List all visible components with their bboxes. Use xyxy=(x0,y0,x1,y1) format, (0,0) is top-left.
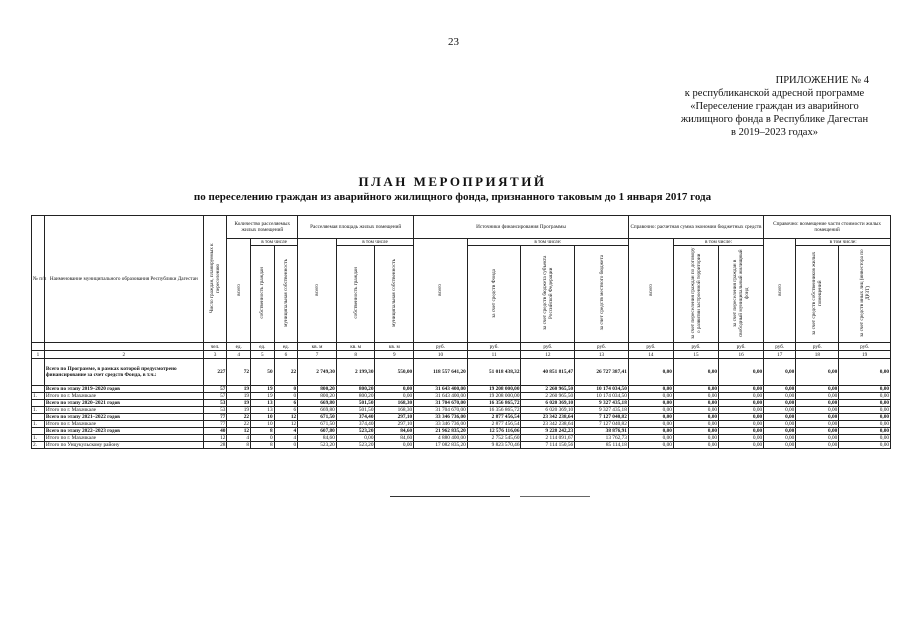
row-value: 2 260 965,50 xyxy=(521,386,575,393)
row-value: 0,00 xyxy=(628,407,673,414)
row-value: 13 xyxy=(250,407,274,414)
row-value: 0,00 xyxy=(673,407,718,414)
table-row xyxy=(32,442,891,449)
row-value: 0,00 xyxy=(796,421,839,428)
table-row xyxy=(32,393,891,400)
row-value: 31 704 670,00 xyxy=(414,407,468,414)
row-value: 53 xyxy=(203,407,227,414)
row-value: 523,20 xyxy=(336,442,375,449)
row-value: 40 851 815,47 xyxy=(521,359,575,386)
plan-subtitle: по переселению граждан из аварийного жилищного фонда, признанного таковым до 1 января 2017 года xyxy=(193,191,712,203)
row-value: 0,00 xyxy=(839,359,891,386)
row-value: 19 xyxy=(227,400,251,407)
row-value: 0,00 xyxy=(796,359,839,386)
row-value: 0,00 xyxy=(839,386,891,393)
header-fin-including: в том числе: xyxy=(467,239,628,246)
row-value: 800,20 xyxy=(298,393,337,400)
row-value: 0,00 xyxy=(628,414,673,421)
row-name: Всего по Программе, в рамках которой предусмотрено финансирование за счет средств Фонда, в т.ч.: xyxy=(44,359,203,386)
row-number xyxy=(32,414,45,421)
row-value: 0,00 xyxy=(796,442,839,449)
row-value: 22 xyxy=(227,414,251,421)
row-value: 0,00 xyxy=(628,359,673,386)
row-value: 8 xyxy=(227,442,251,449)
row-value: 0,00 xyxy=(839,428,891,435)
row-value: 523,20 xyxy=(298,442,337,449)
row-value: 501,50 xyxy=(336,400,375,407)
row-value: 0,00 xyxy=(336,435,375,442)
col-number: 7 xyxy=(298,351,337,359)
row-value: 53 xyxy=(203,400,227,407)
row-value: 0,00 xyxy=(628,386,673,393)
row-value: 84,60 xyxy=(375,428,414,435)
row-value: 9 823 570,46 xyxy=(467,442,521,449)
header-financing-group: Источники финансирования Программы xyxy=(414,216,629,239)
header-area-including: в том числе xyxy=(336,239,413,246)
row-value: 23 342 238,64 xyxy=(521,414,575,421)
table-body xyxy=(32,359,891,449)
header-econ-free-fund: за счет переселения граждан в свободный муниципальный жилищный фонд xyxy=(719,246,764,343)
header-comp-including: в том числе: xyxy=(796,239,891,246)
row-value: 22 xyxy=(227,421,251,428)
table-row xyxy=(32,435,891,442)
row-value: 2 752 545,60 xyxy=(467,435,521,442)
row-value: 16 356 865,72 xyxy=(467,400,521,407)
row-value: 2 114 091,67 xyxy=(521,435,575,442)
unit-cell: ед. xyxy=(227,343,251,351)
row-value: 9 327 435,18 xyxy=(575,407,629,414)
row-value: 0,00 xyxy=(764,442,796,449)
row-value: 21 962 835,20 xyxy=(414,428,468,435)
row-number xyxy=(32,428,45,435)
row-number xyxy=(32,400,45,407)
row-value: 57 xyxy=(203,393,227,400)
row-value: 0,00 xyxy=(839,442,891,449)
row-value: 0,00 xyxy=(375,386,414,393)
row-value: 51 018 438,32 xyxy=(467,359,521,386)
row-value: 0,00 xyxy=(839,407,891,414)
header-area-municipal: муниципальная собственность xyxy=(375,246,414,343)
row-value: 0,00 xyxy=(628,393,673,400)
row-value: 0,00 xyxy=(839,393,891,400)
header-economy-group: Справочно: расчетная сумма экономии бюджетных средств xyxy=(628,216,763,239)
col-number: 14 xyxy=(628,351,673,359)
unit-cell: руб. xyxy=(521,343,575,351)
row-value: 0,00 xyxy=(673,359,718,386)
row-value: 10 174 034,50 xyxy=(575,386,629,393)
row-value: 40 xyxy=(203,428,227,435)
unit-cell: руб. xyxy=(575,343,629,351)
row-value: 0,00 xyxy=(796,393,839,400)
row-value: 16 356 865,72 xyxy=(467,407,521,414)
row-value: 85 114,18 xyxy=(575,442,629,449)
row-value: 0,00 xyxy=(628,400,673,407)
row-value: 0,00 xyxy=(796,386,839,393)
header-rooms-own: собственность граждан xyxy=(250,246,274,343)
header-area-own: собственность граждан xyxy=(336,246,375,343)
row-value: 19 xyxy=(227,393,251,400)
row-value: 2 749,30 xyxy=(298,359,337,386)
row-value: 374,40 xyxy=(336,414,375,421)
row-value: 4 xyxy=(274,435,298,442)
row-value: 33 346 736,00 xyxy=(414,414,468,421)
table-row xyxy=(32,407,891,414)
header-econ-total: всего xyxy=(628,239,673,343)
row-value: 84,60 xyxy=(298,435,337,442)
header-fin-local: за счет средств местного бюджета xyxy=(575,246,629,343)
row-value: 19 xyxy=(250,393,274,400)
row-value: 2 877 456,54 xyxy=(467,414,521,421)
row-value: 2 260 965,50 xyxy=(521,393,575,400)
row-value: 0,00 xyxy=(839,421,891,428)
row-value: 800,20 xyxy=(298,386,337,393)
row-value: 33 346 736,00 xyxy=(414,421,468,428)
row-name: Всего по этапу 2022–2023 годов xyxy=(44,428,203,435)
unit-cell: кв. м xyxy=(375,343,414,351)
col-number: 8 xyxy=(336,351,375,359)
row-value: 607,80 xyxy=(298,428,337,435)
row-value: 0,00 xyxy=(796,435,839,442)
row-value: 9 228 242,23 xyxy=(521,428,575,435)
row-value: 0,00 xyxy=(628,442,673,449)
row-value: 0,00 xyxy=(719,359,764,386)
row-number xyxy=(32,386,45,393)
row-value: 671,50 xyxy=(298,414,337,421)
appendix-line: «Переселение граждан из аварийного xyxy=(690,101,859,112)
row-value: 77 xyxy=(203,421,227,428)
row-value: 23 342 238,64 xyxy=(521,421,575,428)
col-number: 10 xyxy=(414,351,468,359)
col-number: 13 xyxy=(575,351,629,359)
row-value: 19 208 000,00 xyxy=(467,393,521,400)
row-value: 227 xyxy=(203,359,227,386)
row-value: 374,40 xyxy=(336,421,375,428)
unit-cell: руб. xyxy=(628,343,673,351)
row-value: 2 199,30 xyxy=(336,359,375,386)
row-value: 0,00 xyxy=(375,442,414,449)
row-value: 38 876,91 xyxy=(575,428,629,435)
row-value: 168,30 xyxy=(375,400,414,407)
unit-cell: ед. xyxy=(250,343,274,351)
row-value: 0,00 xyxy=(719,393,764,400)
row-name: Итого по Унцукульскому району xyxy=(44,442,203,449)
row-value: 31 643 400,00 xyxy=(414,386,468,393)
row-value: 17 082 835,20 xyxy=(414,442,468,449)
row-value: 84,60 xyxy=(375,435,414,442)
col-number: 3 xyxy=(203,351,227,359)
row-value: 0,00 xyxy=(764,359,796,386)
row-value: 0,00 xyxy=(796,400,839,407)
row-number: 1. xyxy=(32,435,45,442)
row-value: 0,00 xyxy=(673,400,718,407)
row-value: 0,00 xyxy=(673,442,718,449)
row-value: 0,00 xyxy=(764,400,796,407)
row-value: 10 xyxy=(250,414,274,421)
row-value: 12 576 116,06 xyxy=(467,428,521,435)
unit-cell: кв. м xyxy=(336,343,375,351)
header-area-total: всего xyxy=(298,239,337,343)
header-fin-total: всего xyxy=(414,239,468,343)
col-number: 9 xyxy=(375,351,414,359)
row-name: Всего по этапу 2021–2022 годов xyxy=(44,414,203,421)
plan-title: ПЛАН МЕРОПРИЯТИЙ xyxy=(358,174,547,189)
header-rooms-group: Количество расселяемых жилых помещений xyxy=(227,216,298,239)
row-value: 0,00 xyxy=(719,435,764,442)
unit-cell: руб. xyxy=(719,343,764,351)
page-number: 23 xyxy=(448,36,459,48)
row-value: 0,00 xyxy=(628,428,673,435)
row-value: 523,20 xyxy=(336,428,375,435)
unit-cell: руб. xyxy=(673,343,718,351)
header-people: Число граждан, планируемых к переселению xyxy=(203,216,227,343)
col-number: 1 xyxy=(32,351,45,359)
appendix-line: ПРИЛОЖЕНИЕ № 4 xyxy=(775,75,869,86)
col-number: 15 xyxy=(673,351,718,359)
row-value: 501,50 xyxy=(336,407,375,414)
row-value: 297,10 xyxy=(375,414,414,421)
col-number: 4 xyxy=(227,351,251,359)
row-value: 4 xyxy=(227,435,251,442)
row-value: 0,00 xyxy=(796,414,839,421)
table-row xyxy=(32,414,891,421)
row-value: 0,00 xyxy=(628,421,673,428)
row-value: 13 xyxy=(250,400,274,407)
col-number: 16 xyxy=(719,351,764,359)
row-value: 0 xyxy=(274,393,298,400)
row-value: 297,10 xyxy=(375,421,414,428)
row-value: 0,00 xyxy=(719,400,764,407)
divider xyxy=(390,496,510,497)
row-number xyxy=(32,359,45,386)
row-value: 12 xyxy=(227,428,251,435)
col-number: 17 xyxy=(764,351,796,359)
header-no: № п/п xyxy=(32,216,45,343)
row-name: Всего по этапу 2019–2020 годов xyxy=(44,386,203,393)
row-value: 0,00 xyxy=(719,421,764,428)
header-comp-investor: за счет средств иных лиц (инвестора по ДРЗТ) xyxy=(839,246,891,343)
row-value: 77 xyxy=(203,414,227,421)
row-value: 8 xyxy=(250,428,274,435)
appendix-line: жилищного фонда в Республике Дагестан xyxy=(680,114,869,125)
row-value: 0,00 xyxy=(673,414,718,421)
row-value: 671,50 xyxy=(298,421,337,428)
header-comp-total: всего xyxy=(764,239,796,343)
unit-cell: кв. м xyxy=(298,343,337,351)
col-number: 19 xyxy=(839,351,891,359)
row-number: 1. xyxy=(32,421,45,428)
row-value: 0,00 xyxy=(628,435,673,442)
table-row xyxy=(32,428,891,435)
unit-cell: чел. xyxy=(203,343,227,351)
row-value: 8 xyxy=(250,442,274,449)
row-value: 0,00 xyxy=(673,428,718,435)
divider xyxy=(520,496,590,497)
row-value: 0,00 xyxy=(673,421,718,428)
row-value: 19 xyxy=(227,407,251,414)
header-area-group: Расселяемая площадь жилых помещений xyxy=(298,216,414,239)
row-value: 2 877 456,54 xyxy=(467,421,521,428)
row-value: 7 114 150,56 xyxy=(521,442,575,449)
row-value: 13 762,73 xyxy=(575,435,629,442)
row-name: Итого по г. Махачкале xyxy=(44,421,203,428)
header-fin-fund: за счет средств Фонда xyxy=(467,246,521,343)
appendix-line: к республиканской адресной программе xyxy=(684,88,865,99)
row-value: 28 xyxy=(203,442,227,449)
unit-cell: руб. xyxy=(764,343,796,351)
row-name: Итого по г. Махачкале xyxy=(44,407,203,414)
row-value: 0,00 xyxy=(764,393,796,400)
row-value: 0,00 xyxy=(764,428,796,435)
table-row xyxy=(32,400,891,407)
row-value: 0,00 xyxy=(839,435,891,442)
row-value: 4 880 400,00 xyxy=(414,435,468,442)
unit-cell: руб. xyxy=(796,343,839,351)
col-number: 12 xyxy=(521,351,575,359)
row-value: 57 xyxy=(203,386,227,393)
row-value: 4 xyxy=(274,428,298,435)
row-value: 19 xyxy=(250,386,274,393)
row-value: 12 xyxy=(274,421,298,428)
row-value: 0,00 xyxy=(764,435,796,442)
row-value: 0 xyxy=(274,442,298,449)
row-value: 0,00 xyxy=(839,400,891,407)
row-value: 0,00 xyxy=(719,407,764,414)
table-row xyxy=(32,359,891,386)
plan-table xyxy=(31,215,891,449)
row-value: 669,80 xyxy=(298,400,337,407)
row-value: 0,00 xyxy=(764,421,796,428)
header-econ-including: в том числе: xyxy=(673,239,763,246)
row-number: 1. xyxy=(32,393,45,400)
row-value: 0 xyxy=(274,386,298,393)
row-value: 9 327 435,18 xyxy=(575,400,629,407)
row-value: 168,30 xyxy=(375,407,414,414)
row-value: 10 174 034,50 xyxy=(575,393,629,400)
row-value: 31 643 400,00 xyxy=(414,393,468,400)
header-name: Наименование муниципального образования Республики Дагестан xyxy=(44,216,203,343)
row-value: 669,80 xyxy=(298,407,337,414)
header-fin-subject: за счет средств бюджета субъекта Российской Федерации xyxy=(521,246,575,343)
row-name: Итого по г. Махачкале xyxy=(44,393,203,400)
row-value: 6 xyxy=(274,400,298,407)
row-value: 12 xyxy=(274,414,298,421)
row-value: 0 xyxy=(250,435,274,442)
table-row xyxy=(32,421,891,428)
header-rooms-including: в том числе xyxy=(250,239,297,246)
row-value: 26 727 387,41 xyxy=(575,359,629,386)
unit-cell: руб. xyxy=(467,343,521,351)
row-value: 19 208 000,00 xyxy=(467,386,521,393)
col-number: 2 xyxy=(44,351,203,359)
row-value: 550,00 xyxy=(375,359,414,386)
row-value: 800,20 xyxy=(336,393,375,400)
row-value: 0,00 xyxy=(764,407,796,414)
row-value: 72 xyxy=(227,359,251,386)
appendix-line: в 2019–2023 годах» xyxy=(731,127,818,138)
row-value: 6 020 369,10 xyxy=(521,407,575,414)
column-numbers-row xyxy=(32,351,891,359)
header-econ-drzt: за счет переселения граждан по договору о развитии застроенной территории xyxy=(673,246,718,343)
row-value: 0,00 xyxy=(719,386,764,393)
col-number: 6 xyxy=(274,351,298,359)
col-number: 18 xyxy=(796,351,839,359)
header-rooms-municipal: муниципальная собственность xyxy=(274,246,298,343)
row-value: 19 xyxy=(227,386,251,393)
col-number: 11 xyxy=(467,351,521,359)
table-row xyxy=(32,386,891,393)
units-row xyxy=(32,343,891,351)
row-value: 0,00 xyxy=(796,407,839,414)
row-value: 0,00 xyxy=(673,393,718,400)
row-value: 0,00 xyxy=(764,414,796,421)
row-value: 6 xyxy=(274,407,298,414)
row-number: 1. xyxy=(32,407,45,414)
row-value: 0,00 xyxy=(375,393,414,400)
row-value: 118 557 641,20 xyxy=(414,359,468,386)
row-value: 0,00 xyxy=(673,435,718,442)
col-number: 5 xyxy=(250,351,274,359)
row-value: 0,00 xyxy=(764,386,796,393)
row-value: 7 127 040,82 xyxy=(575,421,629,428)
header-compensation-group: Справочно: возмещение части стоимости жилых помещений xyxy=(764,216,891,239)
row-value: 7 127 040,82 xyxy=(575,414,629,421)
appendix-heading xyxy=(652,74,897,139)
header-comp-owners: за счет средств собственников жилых помещений xyxy=(796,246,839,343)
row-value: 800,20 xyxy=(336,386,375,393)
row-value: 22 xyxy=(274,359,298,386)
unit-cell: руб. xyxy=(414,343,468,351)
unit-cell: руб. xyxy=(839,343,891,351)
row-value: 0,00 xyxy=(673,386,718,393)
row-value: 0,00 xyxy=(719,414,764,421)
header-rooms-total: всего xyxy=(227,239,251,343)
row-value: 50 xyxy=(250,359,274,386)
row-value: 0,00 xyxy=(796,428,839,435)
row-value: 31 704 670,00 xyxy=(414,400,468,407)
row-value: 0,00 xyxy=(719,442,764,449)
row-name: Всего по этапу 2020–2021 годов xyxy=(44,400,203,407)
row-value: 6 020 369,10 xyxy=(521,400,575,407)
row-value: 0,00 xyxy=(719,428,764,435)
row-value: 10 xyxy=(250,421,274,428)
unit-cell: ед. xyxy=(274,343,298,351)
row-value: 0,00 xyxy=(839,414,891,421)
row-name: Итого по г. Махачкале xyxy=(44,435,203,442)
row-value: 12 xyxy=(203,435,227,442)
row-number: 2. xyxy=(32,442,45,449)
